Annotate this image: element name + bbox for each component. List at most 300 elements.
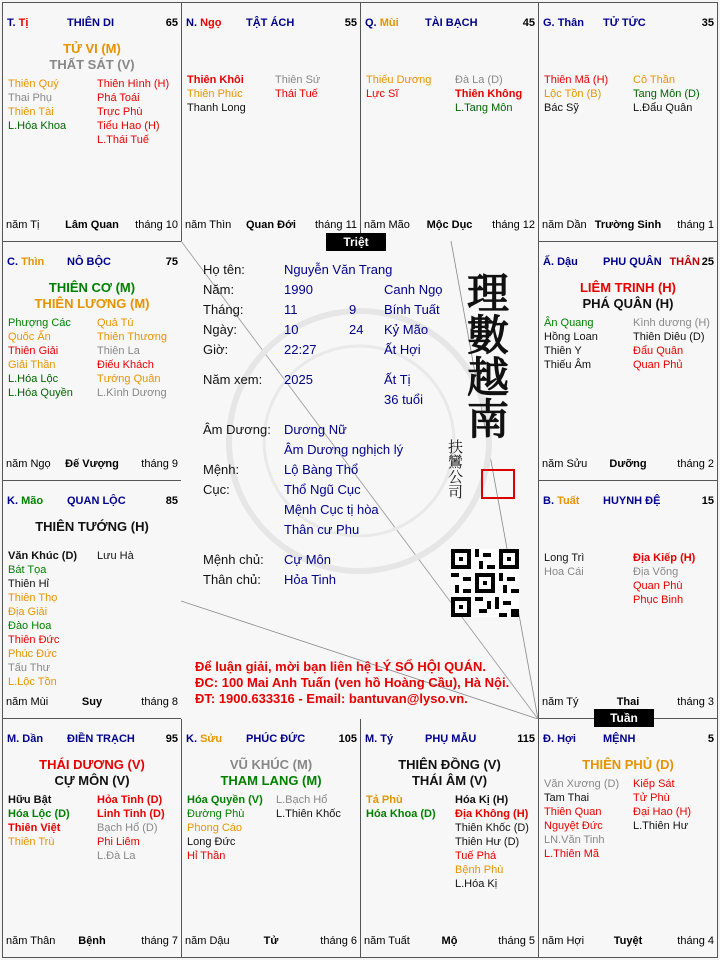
age-value: 36 tuổi: [384, 392, 424, 407]
palace-can: C.: [7, 256, 18, 268]
day-value: 10: [284, 322, 299, 337]
minor-stars-left: [187, 793, 263, 863]
hour-label: Giờ:: [203, 342, 229, 357]
menh-chu-value: Cự Môn: [284, 552, 331, 567]
palace-header: [7, 256, 178, 270]
minor-star: L.Tang Môn: [455, 102, 513, 114]
cuc-label: Cục:: [203, 482, 230, 497]
view-year-label: Năm xem:: [203, 372, 263, 387]
minor-star: Địa Giải: [8, 606, 48, 618]
cuc-relation: Mệnh Cục tị hòa: [284, 502, 379, 517]
minor-stars-right: [633, 316, 710, 372]
palace-position: [186, 17, 221, 29]
palace-year: năm Tuất: [364, 935, 410, 947]
month-lunar: 9: [349, 302, 357, 317]
palace-number: 45: [522, 17, 535, 29]
minor-star: Lực Sĩ: [366, 88, 399, 100]
minor-stars-left: [544, 316, 598, 372]
than-cu: Thân cư Phu: [284, 522, 360, 537]
palace-can: B.: [543, 495, 554, 507]
minor-star: Văn Xương (D): [544, 778, 620, 790]
palace-header: [7, 733, 178, 747]
minor-stars-right: [97, 549, 134, 563]
palace-footer: [185, 935, 357, 949]
palace-number: 65: [165, 17, 178, 29]
palace-chi: Thìn: [21, 256, 45, 268]
minor-star: Hồng Loan: [544, 331, 598, 343]
name-label: Họ tên:: [203, 262, 245, 277]
minor-star: Giải Thần: [8, 359, 56, 371]
minor-star: Hóa Lộc (D): [8, 808, 70, 820]
red-seal-icon: [481, 469, 515, 499]
minor-star: Hóa Khoa (D): [366, 808, 436, 820]
minor-star: Linh Tinh (D): [97, 808, 165, 820]
minor-star: Tấu Thư: [8, 662, 51, 674]
minor-star: Long Đức: [187, 836, 236, 848]
palace-month: tháng 7: [141, 935, 178, 947]
palace-chi: Hợi: [557, 733, 576, 745]
palace-chi: Sửu: [200, 733, 223, 745]
truong-sinh-stage: Thai: [616, 696, 640, 708]
minor-star: Tang Môn (D): [633, 88, 700, 100]
minor-star: Thiếu Âm: [544, 359, 592, 371]
palace-header: [186, 733, 357, 747]
minor-stars-left: [544, 777, 619, 861]
palace-chi: Ngọ: [200, 17, 222, 29]
minor-star: Trực Phù: [97, 106, 143, 118]
palace-position: [543, 733, 576, 745]
main-stars: [3, 280, 181, 312]
minor-stars-left: [8, 316, 73, 400]
palace-position: [186, 733, 222, 745]
minor-star: Thiên Quý: [8, 78, 59, 90]
minor-star: Thiên Đức: [8, 634, 60, 646]
minor-star: Thiếu Dương: [366, 74, 432, 86]
palace-house: PHU QUÂN: [603, 256, 662, 268]
minor-stars-left: [187, 73, 246, 115]
minor-star: Quan Phù: [633, 580, 683, 592]
minor-star: Hỉ Thần: [187, 850, 226, 862]
minor-star: Địa Không (H): [455, 808, 529, 820]
main-star: THIÊN ĐỒNG (V): [398, 757, 501, 772]
palace-house: THIÊN DI: [67, 17, 115, 29]
minor-star: Thiên Không: [455, 88, 523, 100]
palace-house: TÀI BẠCH: [425, 17, 478, 29]
minor-stars-right: [276, 793, 341, 821]
palace-footer: [364, 219, 535, 233]
palace-than: [538, 2, 718, 242]
minor-star: Phá Toái: [97, 92, 140, 104]
minor-star: L.Thiên Khốc: [276, 808, 341, 820]
main-stars: [182, 757, 360, 789]
minor-star: Hóa Kị (H): [455, 794, 509, 806]
main-star: THIÊN PHỦ (D): [582, 757, 674, 772]
palace-position: [7, 495, 43, 507]
main-star: THAM LANG (M): [220, 773, 322, 788]
palace-year: năm Mão: [364, 219, 410, 231]
month-label: Tháng:: [203, 302, 244, 317]
minor-star: Đào Hoa: [8, 620, 52, 632]
palace-house: QUAN LỘC: [67, 495, 126, 507]
minor-star: Thiên Khốc (D): [455, 822, 529, 834]
minor-star: Kiếp Sát: [633, 778, 675, 790]
minor-star: Thiên La: [97, 345, 140, 357]
palace-month: tháng 4: [677, 935, 714, 947]
minor-star: Bệnh Phù: [455, 864, 504, 876]
palace-year: năm Dần: [542, 219, 587, 231]
palace-header: [543, 495, 714, 509]
minor-star: Hữu Bật: [8, 794, 52, 806]
year-value: 1990: [284, 282, 313, 297]
amduong-label: Âm Dương:: [203, 422, 271, 437]
minor-star: Tử Phù: [633, 792, 670, 804]
palace-number: 15: [701, 495, 714, 507]
minor-star: L.Kình Dương: [97, 387, 167, 399]
palace-year: năm Mùi: [6, 696, 49, 708]
palace-can: Đ.: [543, 733, 554, 745]
minor-star: Thiên Quan: [544, 806, 602, 818]
palace-house: MỆNH: [603, 733, 636, 745]
palace-can: Ấ.: [543, 256, 554, 268]
palace-header: [7, 17, 178, 31]
minor-stars-left: [8, 793, 70, 849]
minor-star: Quan Phủ: [633, 359, 683, 371]
year-label: Năm:: [203, 282, 235, 297]
center-info-panel: [181, 241, 538, 719]
minor-stars-left: [8, 77, 66, 133]
tuan-badge: Tuần: [594, 709, 654, 727]
palace-thin: [2, 241, 182, 481]
main-stars: [3, 41, 181, 73]
minor-star: Bát Tọa: [8, 564, 47, 576]
qr-code-icon: [451, 549, 519, 617]
main-star: TỬ VI (M): [63, 41, 121, 56]
minor-star: Thái Tuế: [275, 88, 318, 100]
minor-star: Phi Liêm: [97, 836, 140, 848]
palace-position: [7, 733, 43, 745]
palace-dan: [2, 718, 182, 958]
minor-stars-left: [366, 73, 431, 101]
palace-position: [365, 17, 399, 29]
minor-star: Lưu Hà: [97, 550, 134, 562]
palace-house: TỬ TỨC: [603, 17, 646, 29]
name-value: Nguyễn Văn Trang: [284, 262, 393, 277]
minor-stars-right: [97, 77, 169, 147]
palace-year: năm Thìn: [185, 219, 232, 231]
day-lunar: 24: [349, 322, 364, 337]
minor-star: Phúc Đức: [8, 648, 57, 660]
minor-stars-right: [275, 73, 320, 101]
minor-star: Quốc Ấn: [8, 331, 51, 343]
palace-can: T.: [7, 17, 16, 29]
minor-star: Đại Hao (H): [633, 806, 692, 818]
minor-star: L.Bạch Hổ: [276, 794, 328, 806]
palace-suu: [181, 718, 361, 958]
palace-month: tháng 3: [677, 696, 714, 708]
palace-header: [7, 495, 178, 509]
minor-star: Thiên Thọ: [8, 592, 58, 604]
palace-month: tháng 10: [135, 219, 178, 231]
palace-number: 25: [701, 256, 714, 268]
minor-star: Ân Quang: [544, 317, 594, 329]
hour-value: 22:27: [284, 342, 317, 357]
year-canchi: Canh Ngọ: [384, 282, 443, 297]
truong-sinh-stage: Suy: [81, 696, 103, 708]
main-stars: [361, 757, 538, 789]
palace-position: [543, 256, 578, 268]
truong-sinh-stage: Đế Vượng: [65, 458, 119, 470]
minor-star: Thiên Giải: [8, 345, 59, 357]
palace-house: ĐIỀN TRẠCH: [67, 733, 135, 745]
minor-star: Phục Binh: [633, 594, 684, 606]
calligraphy-big: 理數越南: [461, 271, 510, 439]
contact-line-1: Để luận giải, mời bạn liên hệ LÝ SỐ HỘI QUÁN.: [195, 659, 486, 674]
minor-stars-right: [633, 73, 700, 115]
palace-chi: Tuất: [557, 495, 580, 507]
menh-value: Lộ Bàng Thổ: [284, 462, 359, 477]
palace-number: 75: [165, 256, 178, 268]
palace-can: M.: [365, 733, 378, 745]
minor-star: Văn Khúc (D): [8, 550, 78, 562]
than-chu-value: Hỏa Tinh: [284, 572, 337, 587]
palace-ti: [2, 2, 182, 242]
cuc-value: Thổ Ngũ Cục: [284, 482, 361, 497]
minor-star: Đẩu Quân: [633, 345, 684, 357]
minor-star: L.Đà La: [97, 850, 136, 862]
palace-can: G.: [543, 17, 555, 29]
minor-star: L.Hóa Lộc: [8, 373, 59, 385]
minor-star: L.Đẩu Quân: [633, 102, 693, 114]
main-star: THÁI ÂM (V): [411, 773, 488, 788]
day-label: Ngày:: [203, 322, 237, 337]
palace-footer: [6, 219, 178, 233]
palace-footer: [542, 219, 714, 233]
minor-star: Lộc Tồn (B): [544, 88, 602, 100]
minor-stars-right: [455, 793, 529, 891]
palace-position: [543, 495, 579, 507]
minor-star: Tướng Quân: [97, 373, 161, 385]
main-star: THẤT SÁT (V): [49, 57, 135, 72]
palace-chi: Tị: [18, 17, 29, 29]
palace-footer: [542, 696, 714, 710]
palace-chi: Dậu: [557, 256, 578, 268]
palace-ty: [360, 718, 539, 958]
palace-number: 115: [517, 733, 535, 745]
palace-footer: [6, 458, 178, 472]
palace-dau: [538, 241, 718, 481]
palace-position: [365, 733, 393, 745]
minor-star: Long Trì: [544, 552, 585, 564]
minor-star: Thiên Diêu (D): [633, 331, 705, 343]
palace-year: năm Sửu: [542, 458, 588, 470]
palace-chi: Thân: [557, 17, 584, 29]
minor-star: Thiên Tài: [8, 106, 54, 118]
minor-star: Điếu Khách: [97, 359, 154, 371]
truong-sinh-stage: Tử: [263, 935, 279, 947]
amduong-note: Âm Dương nghịch lý: [284, 442, 404, 457]
palace-year: năm Tị: [6, 219, 40, 231]
minor-star: Thiên Hư (D): [455, 836, 520, 848]
minor-star: Thai Phụ: [8, 92, 53, 104]
minor-star: Nguyệt Đức: [544, 820, 603, 832]
palace-header: [543, 256, 714, 270]
truong-sinh-stage: Quan Đới: [246, 219, 296, 231]
contact-line-2: ĐC: 100 Mai Anh Tuấn (ven hồ Hoàng Cầu), Hà Nội.: [195, 675, 510, 690]
palace-number: 95: [165, 733, 178, 745]
minor-star: Thiên Trù: [8, 836, 55, 848]
palace-number: 105: [338, 733, 357, 745]
than-marker: THÂN: [669, 256, 700, 268]
palace-number: 55: [344, 17, 357, 29]
palace-month: tháng 8: [141, 696, 178, 708]
triet-badge: Triệt: [326, 233, 386, 251]
palace-month: tháng 1: [677, 219, 714, 231]
palace-footer: [185, 219, 357, 233]
minor-star: Kình dương (H): [633, 317, 710, 329]
minor-star: Đà La (D): [455, 74, 503, 86]
minor-stars-left: [8, 549, 77, 689]
truong-sinh-stage: Bệnh: [78, 935, 106, 947]
than-chu-label: Thân chủ:: [203, 572, 261, 587]
minor-star: Cô Thần: [633, 74, 675, 86]
palace-can: Q.: [365, 17, 377, 29]
main-star: CỰ MÔN (V): [54, 773, 130, 788]
palace-chi: Dần: [22, 733, 44, 745]
main-star: VŨ KHÚC (M): [229, 757, 313, 772]
minor-star: L.Thiên Hư: [633, 820, 689, 832]
palace-can: K.: [186, 733, 197, 745]
minor-star: L.Thái Tuế: [97, 134, 149, 146]
minor-star: Phong Cáo: [187, 822, 243, 834]
palace-header: [543, 17, 714, 31]
palace-month: tháng 9: [141, 458, 178, 470]
palace-mui: [360, 2, 539, 242]
minor-star: Thiên Mã (H): [544, 74, 609, 86]
minor-star: Tả Phù: [366, 794, 403, 806]
palace-hoi: [538, 718, 718, 958]
main-star: THIÊN TƯỚNG (H): [35, 519, 149, 534]
menh-label: Mệnh:: [203, 462, 240, 477]
minor-stars-left: [366, 793, 436, 821]
minor-star: Địa Kiếp (H): [633, 552, 696, 564]
palace-position: [7, 256, 44, 268]
minor-star: Thiên Việt: [8, 822, 61, 834]
month-value: 11: [284, 302, 298, 317]
minor-star: Hoa Cái: [544, 566, 584, 578]
truong-sinh-stage: Mộc Dục: [426, 219, 473, 231]
minor-star: L.Thiên Mã: [544, 848, 600, 860]
palace-house: PHÚC ĐỨC: [246, 733, 306, 745]
palace-chi: Mão: [21, 495, 44, 507]
amduong-value: Dương Nữ: [284, 422, 347, 437]
minor-star: L.Hóa Kị: [455, 878, 498, 890]
minor-star: Phượng Các: [8, 317, 71, 329]
palace-month: tháng 5: [498, 935, 535, 947]
palace-chi: Mùi: [379, 17, 399, 29]
main-stars: [3, 519, 181, 535]
truong-sinh-stage: Mộ: [441, 935, 458, 947]
palace-year: năm Hợi: [542, 935, 585, 947]
view-year-canchi: Ất Tị: [384, 372, 411, 387]
truong-sinh-stage: Dưỡng: [609, 458, 647, 470]
palace-number: 85: [165, 495, 178, 507]
palace-header: [365, 733, 535, 747]
palace-month: tháng 12: [492, 219, 535, 231]
palace-month: tháng 6: [320, 935, 357, 947]
truong-sinh-stage: Trường Sinh: [594, 219, 662, 231]
month-canchi: Bính Tuất: [384, 302, 440, 317]
minor-star: Bạch Hổ (D): [97, 822, 158, 834]
palace-house: NÔ BỘC: [67, 256, 111, 268]
minor-stars-right: [455, 73, 522, 115]
minor-star: Tiểu Hao (H): [97, 120, 160, 132]
palace-chi: Tý: [380, 733, 394, 745]
palace-header: [543, 733, 714, 747]
minor-star: L.Lộc Tồn: [8, 676, 57, 688]
palace-footer: [542, 458, 714, 472]
truong-sinh-stage: Lâm Quan: [65, 219, 119, 231]
minor-star: Hóa Quyền (V): [187, 794, 263, 806]
minor-star: Thanh Long: [187, 102, 246, 114]
minor-stars-right: [633, 777, 691, 833]
palace-year: năm Ngọ: [6, 458, 51, 470]
palace-number: 35: [701, 17, 714, 29]
palace-footer: [6, 935, 178, 949]
palace-number: 5: [707, 733, 714, 745]
minor-stars-right: [633, 551, 695, 607]
minor-stars-left: [544, 551, 584, 579]
palace-position: [543, 17, 584, 29]
main-star: THIÊN CƠ (M): [48, 280, 136, 295]
palace-header: [365, 17, 535, 31]
palace-month: tháng 2: [677, 458, 714, 470]
hour-canchi: Ất Hợi: [384, 342, 421, 357]
minor-star: Thiên Y: [544, 345, 582, 357]
minor-stars-left: [544, 73, 608, 115]
palace-house: TẬT ÁCH: [246, 17, 295, 29]
palace-month: tháng 11: [314, 219, 357, 231]
palace-year: năm Tý: [542, 696, 579, 708]
contact-line-3: ĐT: 1900.633316 - Email: bantuvan@lyso.vn.: [195, 691, 468, 706]
minor-star: Bác Sỹ: [544, 102, 579, 114]
minor-star: Đường Phù: [187, 808, 245, 820]
minor-star: Địa Võng: [633, 566, 679, 578]
menh-chu-label: Mệnh chủ:: [203, 552, 264, 567]
main-star: THIÊN LƯƠNG (M): [34, 296, 150, 311]
watermark-icon: [50, 850, 80, 884]
minor-star: Tam Thai: [544, 792, 590, 804]
minor-star: Hỏa Tinh (D): [97, 794, 163, 806]
palace-house: PHỤ MẪU: [425, 733, 477, 745]
palace-can: N.: [186, 17, 197, 29]
minor-star: LN.Văn Tinh: [544, 834, 605, 846]
palace-can: M.: [7, 733, 20, 745]
minor-star: Thiên Hình (H): [97, 78, 170, 90]
palace-mao: [2, 480, 182, 719]
minor-star: Thiên Sứ: [275, 74, 321, 86]
palace-header: [186, 17, 357, 31]
main-stars: [539, 280, 717, 312]
palace-tuat: [538, 480, 718, 719]
main-stars: [539, 757, 717, 773]
truong-sinh-stage: Tuyệt: [613, 935, 643, 947]
palace-footer: [542, 935, 714, 949]
palace-position: [7, 17, 28, 29]
calligraphy-small: 扶鸞公司: [446, 439, 464, 499]
minor-stars-right: [97, 793, 165, 863]
main-stars: [3, 757, 181, 789]
palace-house: HUYNH ĐỆ: [603, 495, 661, 507]
